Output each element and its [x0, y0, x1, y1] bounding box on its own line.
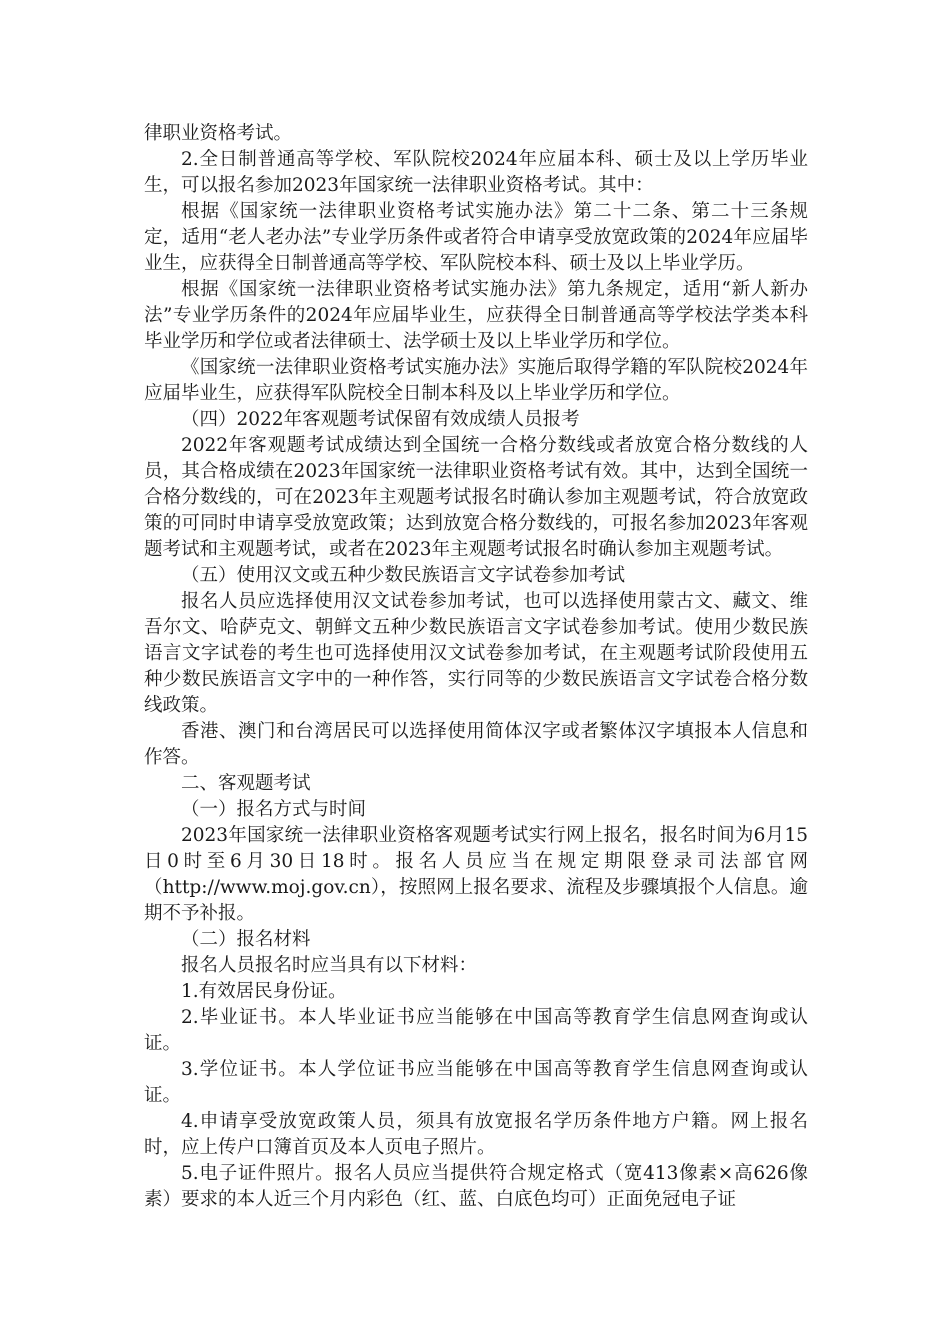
- paragraph: 《国家统一法律职业资格考试实施办法》实施后取得学籍的军队院校2024年应届毕业生，应获得军队院校全日制本科及以上毕业学历和学位。: [144, 357, 808, 404]
- paragraph: 香港、澳门和台湾居民可以选择使用简体汉字或者繁体汉字填报本人信息和作答。: [144, 721, 808, 768]
- section-heading: （四）2022年客观题考试保留有效成绩人员报考: [181, 409, 580, 430]
- list-item: 3.学位证书。本人学位证书应当能够在中国高等教育学生信息网查询或认证。: [144, 1059, 808, 1106]
- section-heading: 二、客观题考试: [181, 773, 311, 794]
- list-item: 1.有效居民身份证。: [181, 981, 347, 1002]
- paragraph: 律职业资格考试。: [144, 123, 293, 144]
- document-body: [144, 121, 808, 1213]
- paragraph: 报名人员报名时应当具有以下材料：: [181, 955, 478, 976]
- section-heading: （五）使用汉文或五种少数民族语言文字试卷参加考试: [181, 565, 626, 586]
- paragraph: 2.全日制普通高等学校、军队院校2024年应届本科、硕士及以上学历毕业生，可以报名参加2023年国家统一法律职业资格考试。其中：: [144, 149, 808, 196]
- paragraph: 根据《国家统一法律职业资格考试实施办法》第九条规定，适用“新人新办法”专业学历条件的2024年应届毕业生，应获得全日制普通高等学校法学类本科毕业学历和学位或者法律硕士、法学硕士及以上毕业学历和学位。: [144, 279, 808, 352]
- section-heading: （一）报名方式与时间: [181, 799, 367, 820]
- list-item: 4.申请享受放宽政策人员，须具有放宽报名学历条件地方户籍。网上报名时，应上传户口簿首页及本人页电子照片。: [144, 1111, 808, 1158]
- list-item: 5.电子证件照片。报名人员应当提供符合规定格式（宽413像素×高626像素）要求的本人近三个月内彩色（红、蓝、白底色均可）正面免冠电子证: [144, 1163, 808, 1210]
- paragraph: 2023年国家统一法律职业资格客观题考试实行网上报名，报名时间为6月15日0时至6月30日18时。报名人员应当在规定期限登录司法部官网（http://www.moj.gov.cn），按照网上报名要求、流程及步骤填报个人信息。逾期不予补报。: [144, 825, 808, 924]
- paragraph: 根据《国家统一法律职业资格考试实施办法》第二十二条、第二十三条规定，适用“老人老办法”专业学历条件或者符合申请享受放宽政策的2024年应届毕业生，应获得全日制普通高等学校、军队院校本科、硕士及以上毕业学历。: [144, 201, 808, 274]
- paragraph: 报名人员应选择使用汉文试卷参加考试，也可以选择使用蒙古文、藏文、维吾尔文、哈萨克文、朝鲜文五种少数民族语言文字试卷参加考试。使用少数民族语言文字试卷的考生也可选择使用汉文试卷参加考试，在主观题考试阶段使用五种少数民族语言文字中的一种作答，实行同等的少数民族语言文字试卷合格分数线政策。: [144, 591, 808, 716]
- paragraph: 2022年客观题考试成绩达到全国统一合格分数线或者放宽合格分数线的人员，其合格成绩在2023年国家统一法律职业资格考试有效。其中，达到全国统一合格分数线的，可在2023年主观题考试报名时确认参加主观题考试，符合放宽政策的可同时申请享受放宽政策；达到放宽合格分数线的，可报名参加2023年客观题考试和主观题考试，或者在2023年主观题考试报名时确认参加主观题考试。: [144, 435, 808, 560]
- list-item: 2.毕业证书。本人毕业证书应当能够在中国高等教育学生信息网查询或认证。: [144, 1007, 808, 1054]
- section-heading: （二）报名材料: [181, 929, 311, 950]
